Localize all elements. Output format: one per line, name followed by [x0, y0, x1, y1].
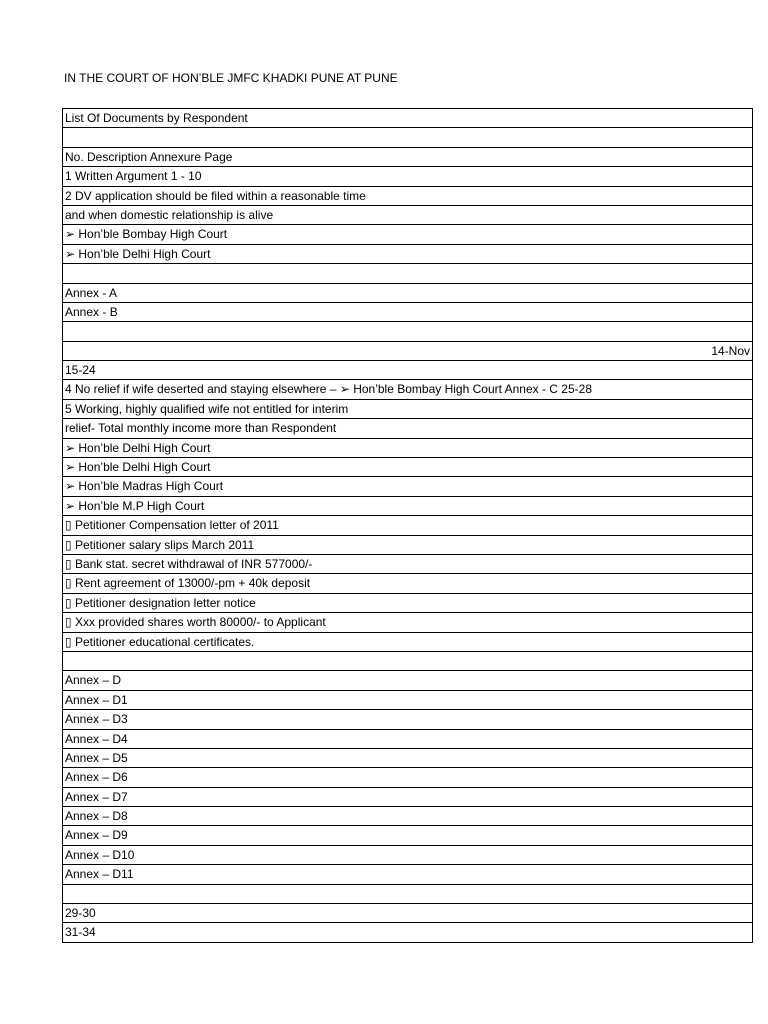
table-row: ▯ Xxx provided shares worth 80000/- to Applicant — [63, 613, 752, 632]
table-row: ▯ Petitioner Compensation letter of 2011 — [63, 516, 752, 535]
table-row: ➢ Hon’ble Delhi High Court — [63, 439, 752, 458]
table-row: Annex – D5 — [63, 749, 752, 768]
table-row: Annex – D9 — [63, 826, 752, 845]
table-row: Annex - B — [63, 303, 752, 322]
table-row: Annex – D1 — [63, 691, 752, 710]
table-row: ▯ Petitioner salary slips March 2011 — [63, 536, 752, 555]
table-row: 31-34 — [63, 923, 752, 942]
table-row: Annex – D — [63, 671, 752, 690]
table-row: Annex – D4 — [63, 730, 752, 749]
table-row: Annex – D6 — [63, 768, 752, 787]
table-row: 2 DV application should be filed within a reasonable time — [63, 187, 752, 206]
table-row: Annex – D7 — [63, 788, 752, 807]
table-row: ➢ Hon’ble Bombay High Court — [63, 225, 752, 244]
table-row: Annex – D10 — [63, 846, 752, 865]
table-row: 29-30 — [63, 904, 752, 923]
table-row: relief- Total monthly income more than Respondent — [63, 419, 752, 438]
table-row: ➢ Hon’ble Delhi High Court — [63, 458, 752, 477]
table-row: and when domestic relationship is alive — [63, 206, 752, 225]
table-row: Annex – D3 — [63, 710, 752, 729]
table-row: 4 No relief if wife deserted and staying elsewhere – ➢ Hon’ble Bombay High Court Annex - C 25-28 — [63, 380, 752, 399]
table-row: 1 Written Argument 1 - 10 — [63, 167, 752, 186]
table-row: Annex – D11 — [63, 865, 752, 884]
table-row — [63, 264, 752, 283]
table-row: 15-24 — [63, 361, 752, 380]
documents-table — [62, 108, 753, 943]
table-row — [63, 128, 752, 147]
table-row — [63, 652, 752, 671]
table-row: ▯ Petitioner educational certificates. — [63, 633, 752, 652]
table-row: Annex – D8 — [63, 807, 752, 826]
table-row: List Of Documents by Respondent — [63, 109, 752, 128]
table-row: Annex - A — [63, 284, 752, 303]
court-title: IN THE COURT OF HON’BLE JMFC KHADKI PUNE AT PUNE — [64, 71, 398, 85]
table-row: No. Description Annexure Page — [63, 148, 752, 167]
table-row: ➢ Hon’ble Delhi High Court — [63, 245, 752, 264]
table-row — [63, 322, 752, 341]
table-row: ▯ Rent agreement of 13000/-pm + 40k deposit — [63, 574, 752, 593]
table-row: 14-Nov — [63, 342, 752, 361]
table-row: ➢ Hon’ble Madras High Court — [63, 477, 752, 496]
table-row — [63, 885, 752, 904]
table-row: ▯ Bank stat. secret withdrawal of INR 577000/- — [63, 555, 752, 574]
table-row: 5 Working, highly qualified wife not entitled for interim — [63, 400, 752, 419]
table-row: ▯ Petitioner designation letter notice — [63, 594, 752, 613]
table-row: ➢ Hon’ble M.P High Court — [63, 497, 752, 516]
